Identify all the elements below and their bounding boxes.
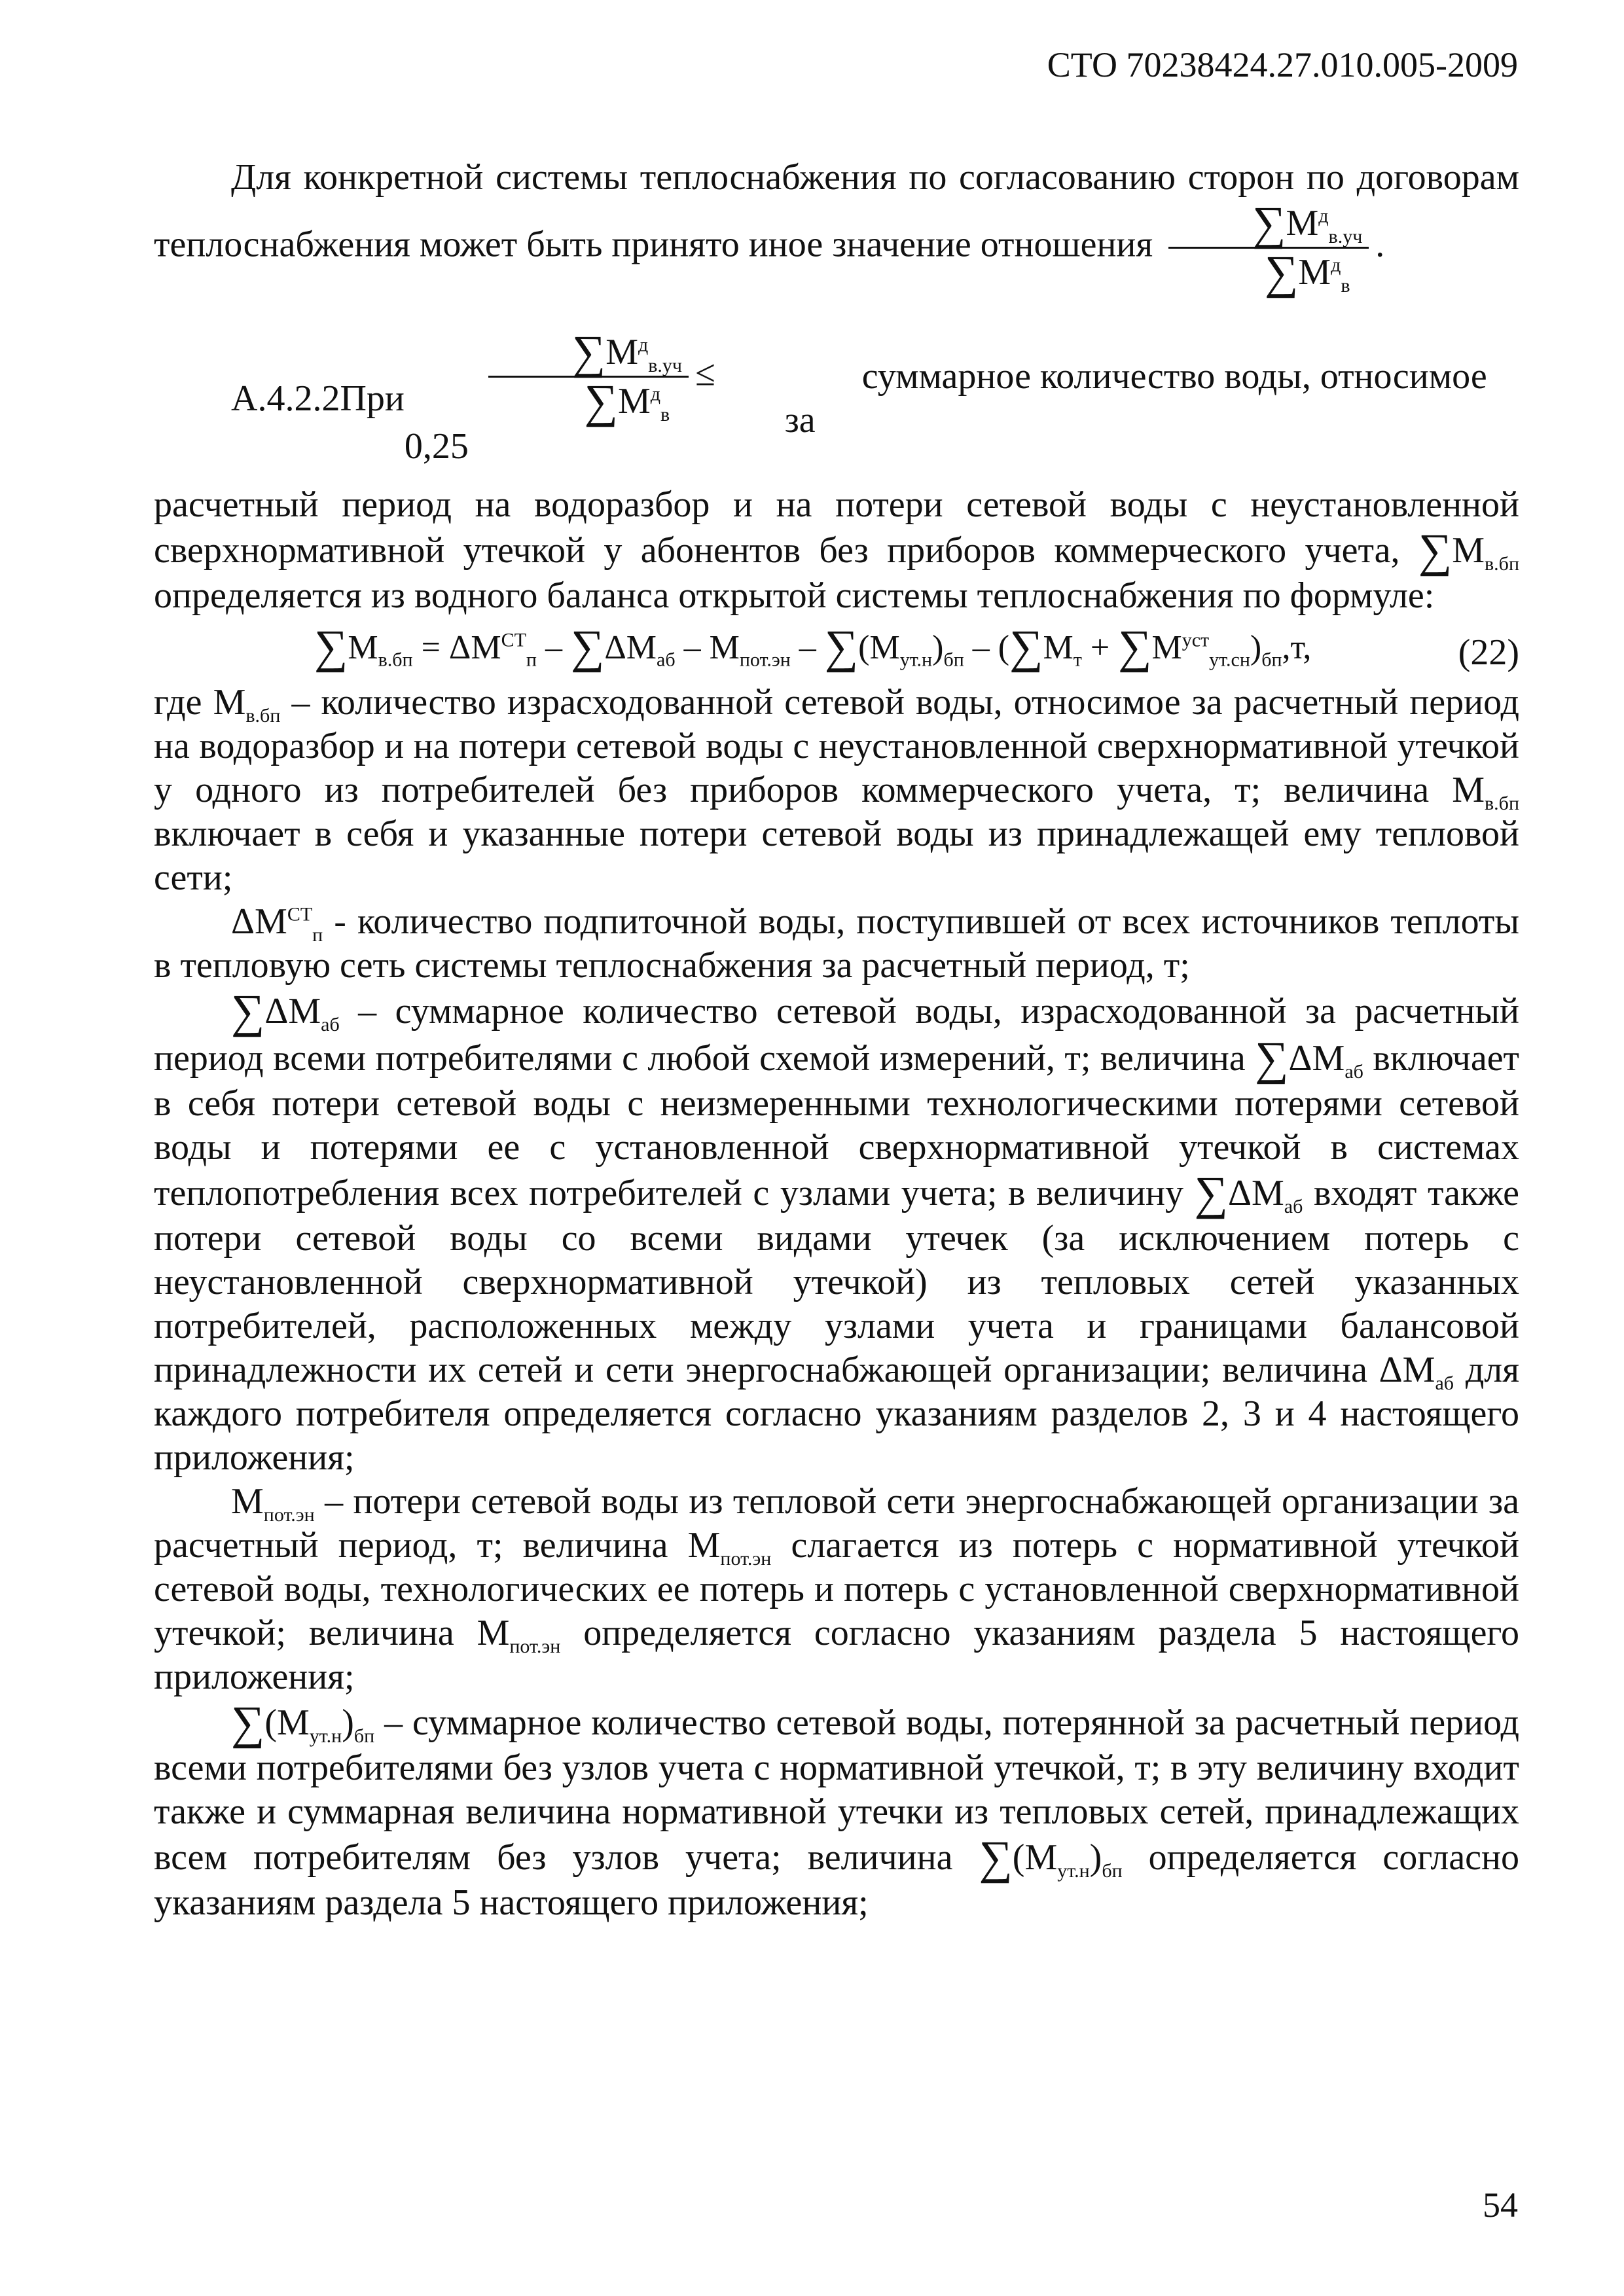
clause-label: А.4.2.2При [231,378,405,419]
document-header: СТО 70238424.27.010.005-2009 [1047,45,1518,84]
definition-m-vbp: где $M_{в.бп}$ – количество израсходованной сетевой воды, относимое за расчетный период на водоразбор и на потери сетевой воды с неустановленной сверхнормативной утечкой у одного из потребителей без приборов коммерческого учета, т; величина $M_{в.бп}$ включает в себя и указанные потери сетевой воды из принадлежащей ему тепловой сети; [154,682,1520,898]
definition-dm-ab: $\sum\Delta M_{аб}$ – суммарное количество сетевой воды, израсходованной за расчетный период всеми потребителями с любой схемой измерений, т; величина $\sum\Delta M_{аб}$ включает в себя потери сетевой воды с неизмеренными технологическими потерями сетевой воды и потерями ее с установленной сверхнормативной утечкой в системах теплопотребления всех потребителей с узлами учета; в величину $\sum\Delta M_{аб}$ входят также потери сетевой воды со всеми видами утечек (за исключением потерь с неустановленной сверхнормативной утечкой) из тепловых сетей указанных потребителей, расположенных между узлами учета и границами балансовой принадлежности их сетей и сети энергоснабжающей организации; величина $\Delta M_{аб}$ для каждого потребителя определяется согласно указаниям разделов 2, 3 и 4 настоящего приложения; [154,985,1520,1478]
formula-expression: $\sum M_{в.бп} = \Delta M^{СТ}_п - \sum\Delta M_{аб} - M_{пот.эн} - \sum(M_{ут.н})_{бп} - (\sum M_т + \sum M^{уст}_{ут.сн})_{бп},т$, [314,620,1312,673]
formula-number: (22) [1458,632,1519,673]
paragraph-intro: Для конкретной системы теплоснабжения по согласованию сторон по договорам теплоснабжения может быть принято иное значение отношения $\frac{\sum M^д_{в.уч}}{\sum M^д_в}$ . [154,157,1519,298]
clause-lead: суммарное количество воды, относимое за [784,356,1487,440]
page-content [154,156,1519,1925]
formula-22 [154,620,1519,675]
condition-formula: $\frac{\sum M^д_{в.уч}}{\sum M^д_в}$ ≤ 0,25 [404,326,715,467]
definition-m-utn: $\sum(M_{ут.н})_{бп}$ – суммарное количество сетевой воды, потерянной за расчетный период всеми потребителями без узлов учета с нормативной утечкой, т; в эту величину входит также и суммарная величина нормативной утечки из тепловых сетей, принадлежащих всем потребителям без узлов учета; величина $\sum(M_{ут.н})_{бп}$ определяется согласно указаниям раздела 5 настоящего приложения; [154,1696,1520,1923]
clause-line [154,326,1519,469]
definition-m-poten: $M_{пот.эн}$ – потери сетевой воды из тепловой сети энергоснабжающей организации за расчетный период, т; величина $M_{пот.эн}$ слагается из потерь с нормативной утечкой сетевой воды, технологических ее потерь и потерь с установленной сверхнормативной утечкой; величина $M_{пот.эн}$ определяется согласно указаниям раздела 5 настоящего приложения; [154,1481,1520,1697]
clause-body: расчетный период на водоразбор и на потери сетевой воды с неустановленной сверхнормативной утечкой у абонентов без приборов коммерческого учета, $\sum M_{в.бп}$ определяется из водного баланса открытой системы теплоснабжения по формуле: [154,484,1519,616]
definition-dm-p: $\Delta M^{СТ}_п$ - количество подпиточной воды, поступившей от всех источников теплоты в тепловую сеть системы теплоснабжения за расчетный период, т; [154,901,1520,986]
intro-text: Для конкретной системы теплоснабжения по согласованию сторон по договорам теплоснабжения может быть принято иное значение отношения [154,157,1519,265]
page-number: 54 [1483,2185,1518,2225]
ratio-fraction: $\frac{\sum M^д_{в.уч}}{\sum M^д_в}$ [1168,200,1369,296]
